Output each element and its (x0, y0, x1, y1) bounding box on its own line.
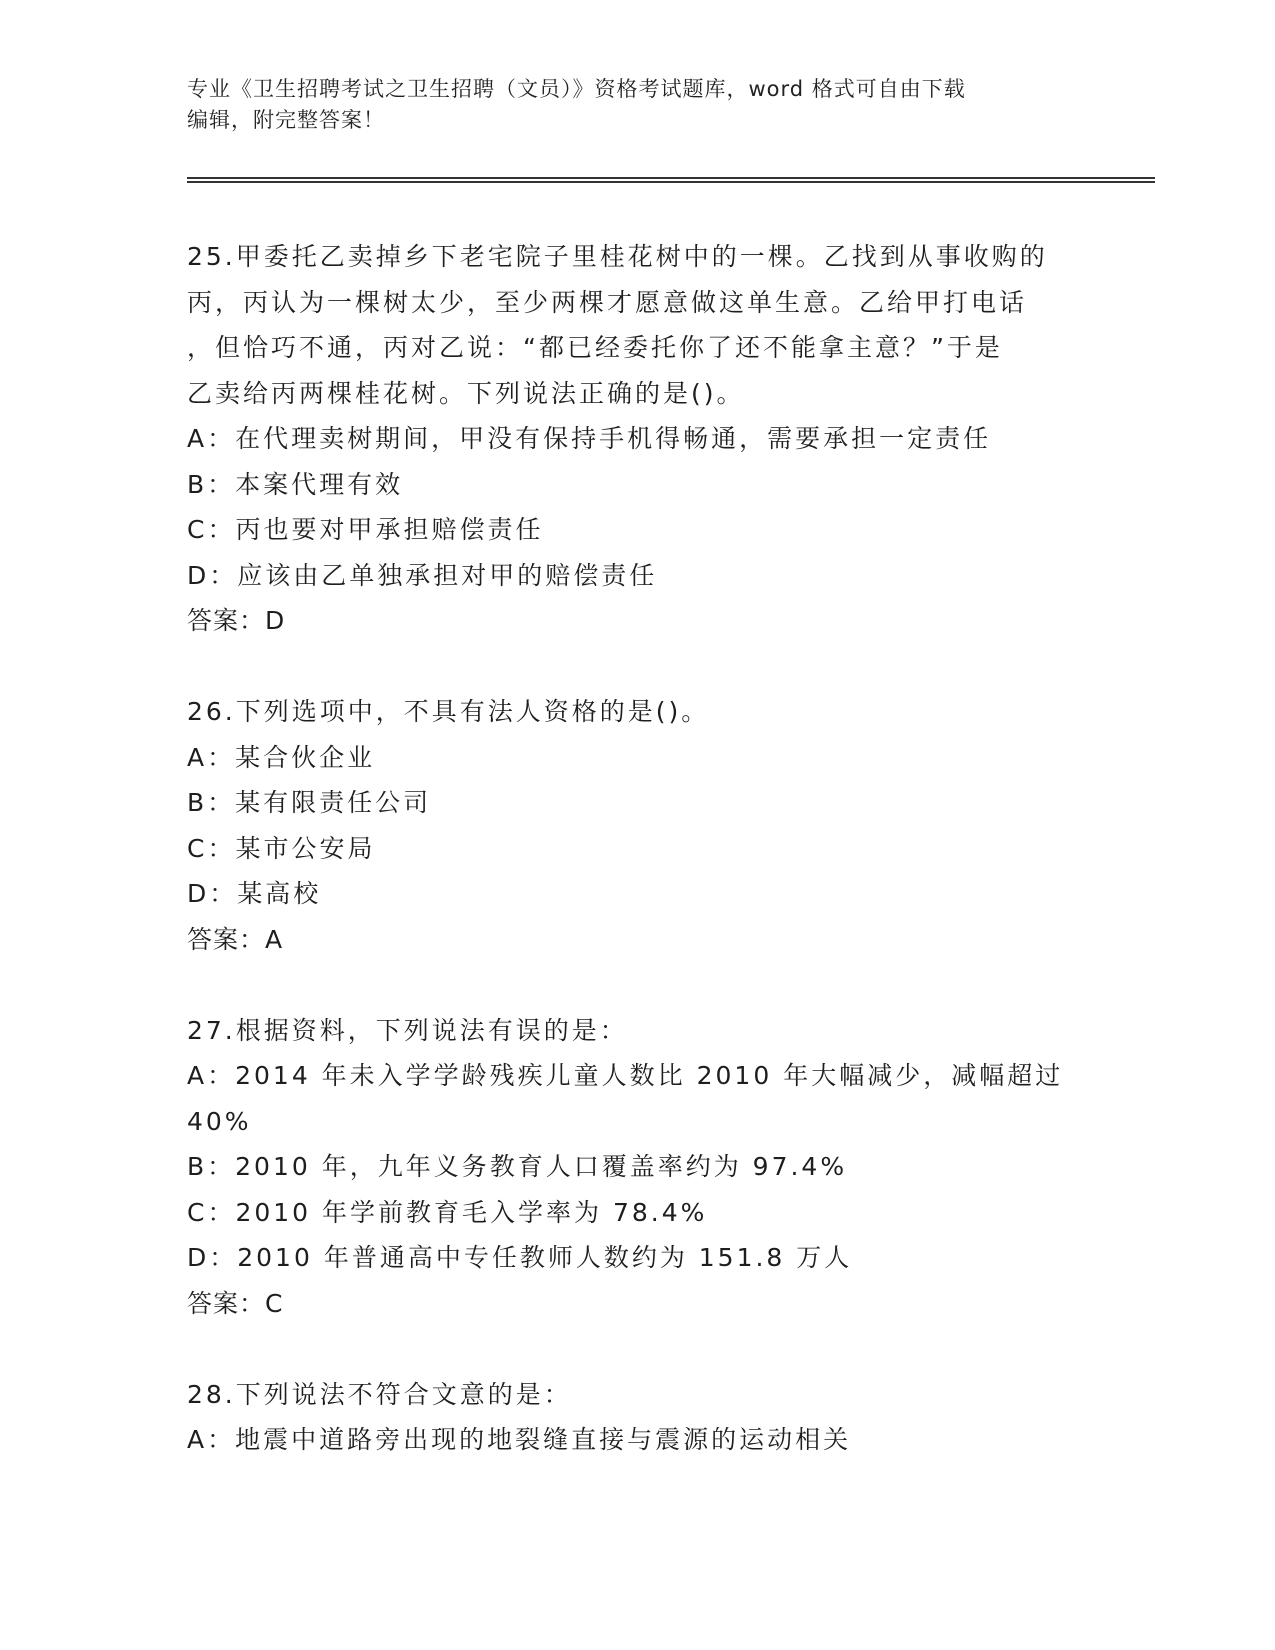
question-stem-line: ，但恰巧不通，丙对乙说：“都已经委托你了还不能拿主意？”于是 (187, 333, 1003, 362)
question-stem-line: 丙，丙认为一棵树太少，至少两棵才愿意做这单生意。乙给甲打电话 (187, 287, 1028, 317)
question-spacer (187, 1326, 1147, 1372)
option-c: C：2010 年学前教育毛入学率为 78.4% (187, 1197, 708, 1227)
question-stem-line: 27.根据资料，下列说法有误的是： (187, 1015, 628, 1045)
option-a: A：2014 年未入学学龄残疾儿童人数比 2010 年大幅减少，减幅超过 (187, 1061, 1064, 1090)
header-line-1: 专业《卫生招聘考试之卫生招聘（文员）》资格考试题库，word 格式可自由下载 (187, 77, 966, 101)
question-27 (187, 1008, 1147, 1327)
answer-line: 答案：D (187, 606, 286, 635)
question-stem-line: 25.甲委托乙卖掉乡下老宅院子里桂花树中的一棵。乙找到从事收购的 (187, 242, 1048, 271)
answer-line: 答案：A (187, 924, 284, 954)
question-stem-line: 乙卖给丙两棵桂花树。下列说法正确的是()。 (187, 378, 745, 408)
option-d: D：某高校 (187, 879, 322, 908)
question-25 (187, 234, 1147, 644)
option-a: A：地震中道路旁出现的地裂缝直接与震源的运动相关 (187, 1425, 852, 1454)
question-stem-line: 26.下列选项中，不具有法人资格的是()。 (187, 697, 710, 726)
question-26 (187, 689, 1147, 962)
option-a-continued: 40% (187, 1106, 252, 1136)
option-b: B：2010 年，九年义务教育人口覆盖率约为 97.4% (187, 1152, 848, 1181)
question-spacer (187, 644, 1147, 690)
question-28 (187, 1372, 1147, 1463)
option-c: C：某市公安局 (187, 833, 376, 863)
option-a: A：某合伙企业 (187, 742, 376, 772)
header-double-rule (187, 177, 1155, 183)
option-c: C：丙也要对甲承担赔偿责任 (187, 515, 544, 544)
answer-line: 答案：C (187, 1288, 284, 1318)
option-b: B：本案代理有效 (187, 469, 404, 499)
document-header (187, 74, 1087, 136)
option-d: D：2010 年普通高中专任教师人数约为 151.8 万人 (187, 1243, 853, 1272)
option-d: D：应该由乙单独承担对甲的赔偿责任 (187, 560, 658, 590)
header-line-2: 编辑，附完整答案！ (187, 108, 385, 132)
question-spacer (187, 962, 1147, 1008)
question-list (187, 234, 1147, 1463)
option-a: A：在代理卖树期间，甲没有保持手机得畅通，需要承担一定责任 (187, 424, 992, 453)
option-b: B：某有限责任公司 (187, 788, 432, 817)
question-stem-line: 28.下列说法不符合文意的是： (187, 1379, 572, 1409)
